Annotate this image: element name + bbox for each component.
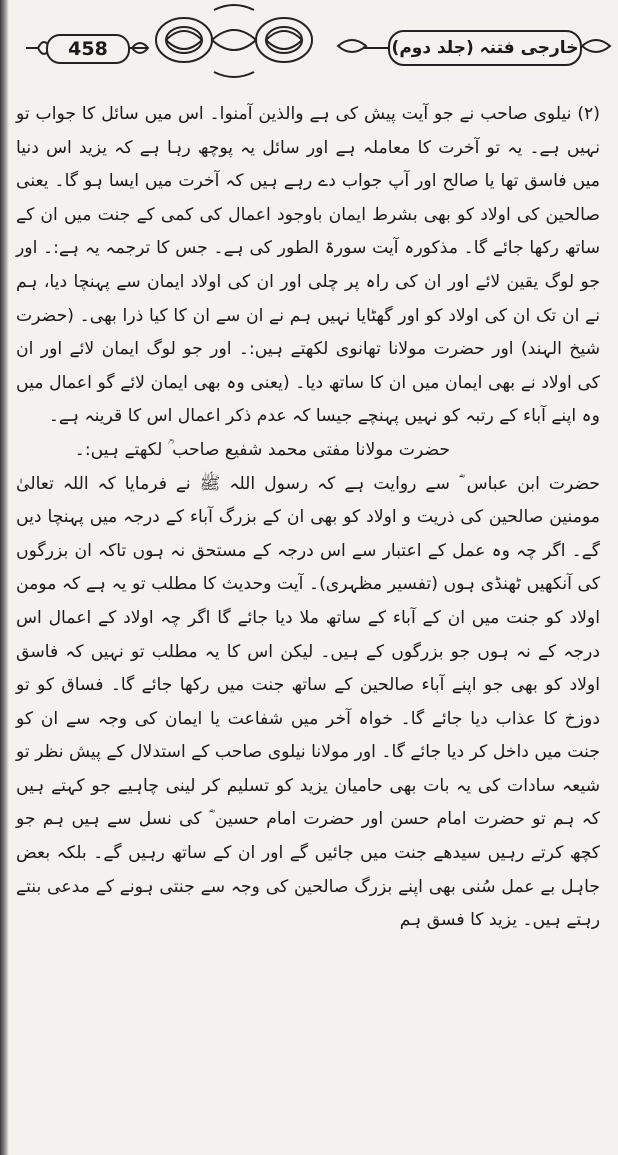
page-number: 458 xyxy=(46,34,130,64)
paragraph-nilvi-argument: (۲) نیلوی صاحب نے جو آیت پیش کی ہے والذین آمنوا۔ اس میں سائل کا جواب تو نہیں ہے۔ یہ تو آخرت کا معاملہ ہے اور سائل یہ پوچھ رہا ہے کہ یزید اس دنیا میں فاسق تھا یا صالح اور آپ جواب دے رہے ہیں کہ آخرت میں ایسا ہو گا۔ یعنی صالحین کی اولاد کو بھی بشرط ایمان باوجود اعمال کی کمی کے جنت میں ان کے ساتھ رکھا جائے گا۔ مذکورہ آیت سورۃ الطور کی ہے۔ جس کا ترجمہ یہ ہے:۔ اور جو لوگ یقین لائے اور ان کی راہ پر چلی اور ان کی اولاد ایمان سے پہنچا دیا، ہم نے ان تک ان کی اولاد کو اور گھٹایا نہیں ہم نے ان سے ان کا کیا ذرا بھی۔ (حضرت شیخ الہند) اور حضرت مولانا تھانوی لکھتے ہیں:۔ اور جو لوگ ایمان لائے اور ان کی اولاد نے بھی ایمان میں ان کا ساتھ دیا۔ (یعنی وہ بھی ایمان لائے گو اعمال میں وہ اپنے آباء کے رتبہ کو نہیں پہنچے جیسا کہ عدم ذکر اعمال اس کا قرینہ ہے۔ xyxy=(16,104,600,427)
page-body xyxy=(16,98,600,938)
paragraph-ibn-abbas-hadith: حضرت ابن عباس ؓ سے روایت ہے کہ رسول اللہ ﷺ نے فرمایا کہ اللہ تعالیٰ مومنین صالحین کی ذریت و اولاد کو بھی ان کے بزرگ آباء کے درجہ میں پہنچا دیں گے۔ اگر چہ وہ عمل کے اعتبار سے اس درجہ کے مستحق نہ ہوں تاکہ ان بزرگوں کی آنکھیں ٹھنڈی ہوں (تفسیر مظہری)۔ آیت وحدیث کا مطلب تو یہ ہے کہ مومن اولاد کو جنت میں ان کے آباء کے ساتھ ملا دیا جائے گا اگر چہ اولاد کے اعمال اس درجہ کے نہ ہوں جو بزرگوں کے ہیں۔ لیکن اس کا یہ مطلب تو نہیں کہ فاسق اولاد کو بھی جو اپنے آباء صالحین کے ساتھ جنت میں رکھا جائے گا۔ فساق کو تو دوزخ کا عذاب دیا جائے گا۔ خواہ آخر میں شفاعت یا ایمان کی وجہ سے ان کو جنت میں داخل کر دیا جائے گا۔ اور مولانا نیلوی صاحب کے استدلال کے پیش نظر تو شیعہ سادات کی یہ بات بھی حامیان یزید کو تسلیم کر لینی چاہیے جو کہتے ہیں کہ ہم تو حضرت امام حسن اور حضرت امام حسین ؓ کی نسل سے ہیں ہم جو کچھ کرتے رہیں سیدھے جنت میں جائیں گے اور ان کے ساتھ رہیں گے۔ بلکہ بعض جاہل بے عمل سُنی بھی اپنے بزرگ صالحین کی وجہ سے جنتی ہونے کے مدعی بنتے رہتے ہیں۔ یزید کا فسق ہم xyxy=(16,473,600,931)
page-spine-shadow xyxy=(0,0,9,1155)
header-rule-right xyxy=(364,47,388,49)
paragraph-mufti-shafi-intro: حضرت مولانا مفتی محمد شفیع صاحب ؒ لکھتے ہیں:۔ xyxy=(74,439,450,460)
running-title: خارجی فتنہ (جلد دوم) xyxy=(388,30,582,66)
page-header xyxy=(16,0,600,92)
